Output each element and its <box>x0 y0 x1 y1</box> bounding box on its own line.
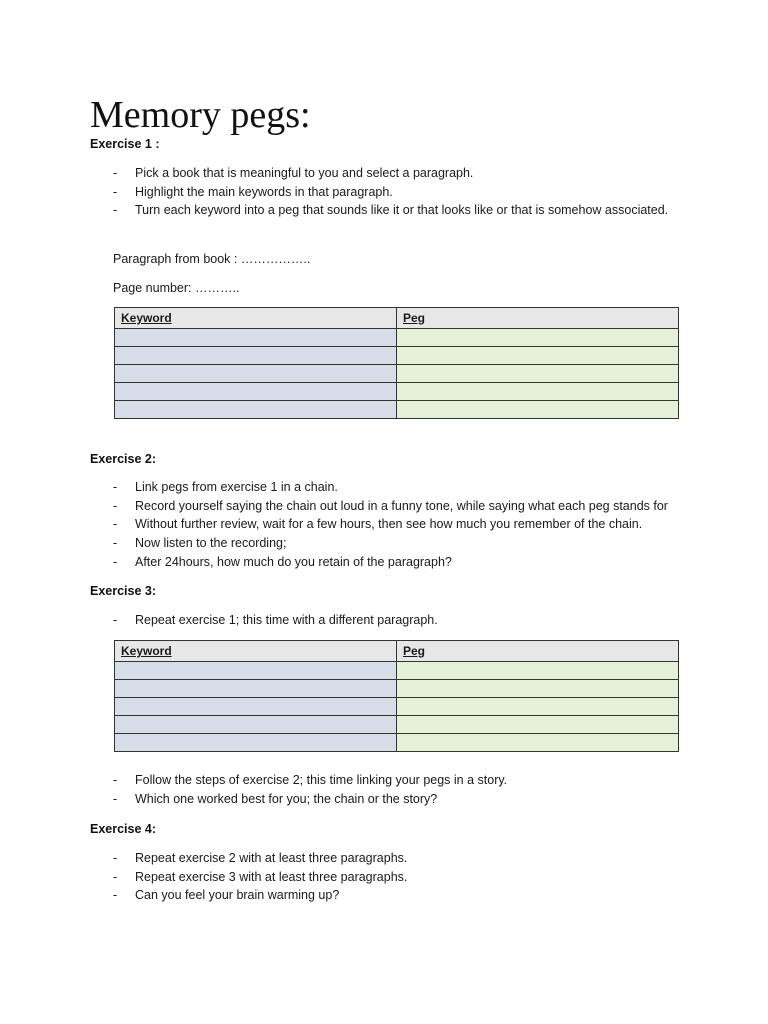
list-item: - Repeat exercise 2 with at least three paragraphs. <box>113 851 408 865</box>
list-item: - Can you feel your brain warming up? <box>113 888 340 903</box>
table-row <box>115 698 679 716</box>
keyword-peg-table-2 <box>114 640 679 752</box>
list-item: - Pick a book that is meaningful to you and select a paragraph. <box>113 166 474 180</box>
peg-header: Peg <box>397 641 679 662</box>
table-row <box>115 734 679 752</box>
peg-cell[interactable] <box>397 365 679 383</box>
list-item: - Highlight the main keywords in that paragraph. <box>113 184 393 199</box>
peg-cell[interactable] <box>397 734 679 752</box>
peg-cell[interactable] <box>397 716 679 734</box>
keyword-cell[interactable] <box>115 383 397 401</box>
list-item: - Record yourself saying the chain out loud in a funny tone, while saying what each peg stands for <box>113 498 668 513</box>
peg-cell[interactable] <box>397 329 679 347</box>
table-row <box>115 716 679 734</box>
keyword-cell[interactable] <box>115 698 397 716</box>
table-row <box>115 401 679 419</box>
keyword-peg-table-1 <box>114 307 679 419</box>
exercise-3-heading: Exercise 3: <box>90 584 157 598</box>
exercise-4-list <box>113 850 695 903</box>
list-item: - Repeat exercise 3 with at least three paragraphs. <box>113 869 408 884</box>
keyword-cell[interactable] <box>115 662 397 680</box>
table-row <box>115 383 679 401</box>
exercise-2-heading: Exercise 2: <box>90 452 157 466</box>
exercise-3-list <box>113 612 695 628</box>
peg-cell[interactable] <box>397 383 679 401</box>
peg-cell[interactable] <box>397 698 679 716</box>
keyword-cell[interactable] <box>115 716 397 734</box>
table-row <box>115 329 679 347</box>
page-number-line: Page number: ……….. <box>113 281 240 295</box>
list-item: - Follow the steps of exercise 2; this time linking your pegs in a story. <box>113 773 508 787</box>
exercise-2-list <box>113 479 735 570</box>
peg-header: Peg <box>397 308 679 329</box>
keyword-cell[interactable] <box>115 401 397 419</box>
list-item: - Turn each keyword into a peg that sounds like it or that looks like or that is somehow associated. <box>113 203 669 218</box>
peg-cell[interactable] <box>397 401 679 419</box>
peg-cell[interactable] <box>397 680 679 698</box>
peg-cell[interactable] <box>397 662 679 680</box>
table-row <box>115 347 679 365</box>
list-item: - Repeat exercise 1; this time with a different paragraph. <box>113 613 438 627</box>
list-item: - Without further review, wait for a few hours, then see how much you remember of the chain. <box>113 517 643 532</box>
keyword-cell[interactable] <box>115 365 397 383</box>
keyword-cell[interactable] <box>115 329 397 347</box>
table-row <box>115 680 679 698</box>
peg-cell[interactable] <box>397 347 679 365</box>
paragraph-from-book-line: Paragraph from book : …………….. <box>113 252 311 266</box>
exercise-3-followup-list <box>113 772 695 807</box>
list-item: - Link pegs from exercise 1 in a chain. <box>113 480 338 494</box>
list-item: - Which one worked best for you; the chain or the story? <box>113 791 438 806</box>
table-row <box>115 365 679 383</box>
keyword-cell[interactable] <box>115 734 397 752</box>
keyword-cell[interactable] <box>115 680 397 698</box>
list-item: - Now listen to the recording; <box>113 536 287 551</box>
exercise-1-list <box>113 165 695 218</box>
exercise-4-heading: Exercise 4: <box>90 822 157 836</box>
list-item: - After 24hours, how much do you retain of the paragraph? <box>113 554 452 569</box>
keyword-cell[interactable] <box>115 347 397 365</box>
keyword-header: Keyword <box>115 641 397 662</box>
page-title: Memory pegs: <box>90 94 311 136</box>
keyword-header: Keyword <box>115 308 397 329</box>
exercise-1-heading: Exercise 1 : <box>90 137 160 151</box>
table-row <box>115 662 679 680</box>
